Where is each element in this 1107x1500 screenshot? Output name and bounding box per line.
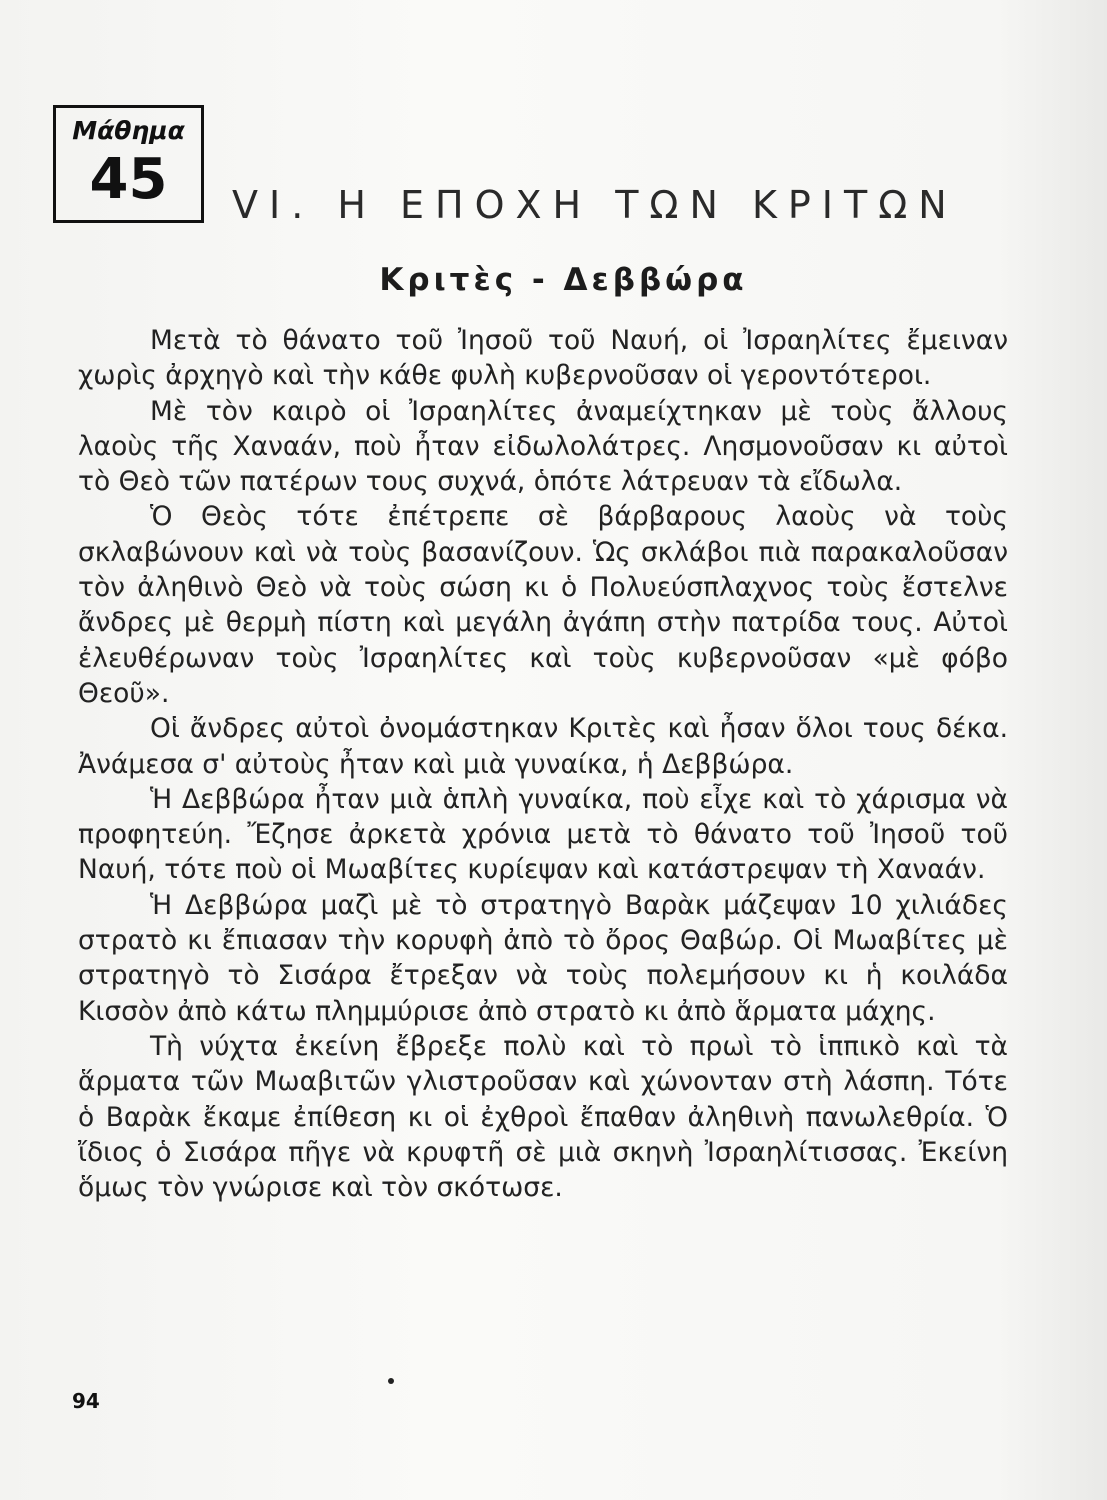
body-text: [78, 323, 1008, 1205]
lesson-badge: [53, 105, 204, 223]
page-number: 94: [72, 1389, 100, 1413]
paragraph-1: Μετὰ τὸ θάνατο τοῦ Ἰησοῦ τοῦ Ναυή, οἱ Ἰσραηλίτες ἔμειναν χωρὶς ἀρχηγὸ καὶ τὴν κάθε φυλὴ κυβερνοῦσαν οἱ γεροντότεροι.: [78, 325, 1008, 392]
paragraph-3: Ὁ Θεὸς τότε ἐπέτρεπε σὲ βάρβαρους λαοὺς νὰ τοὺς σκλαβώνουν καὶ νὰ τοὺς βασανίζουν. Ὡς σκλάβοι πιὰ παρακαλοῦσαν τὸν ἀληθινὸ Θεὸ νὰ τοὺς σώση κι ὁ Πολυεύσπλαχνος τοὺς ἔστελνε ἄνδρες μὲ θερμὴ πίστη καὶ μεγάλη ἀγάπη στὴν πατρίδα τους. Αὐτοὶ ἐλευθέρωναν τοὺς Ἰσραηλίτες καὶ τοὺς κυβερνοῦσαν «μὲ φόβο Θεοῦ».: [78, 501, 1008, 709]
chapter-title: VI. Η ΕΠΟΧΗ ΤΩΝ ΚΡΙΤΩΝ: [232, 183, 958, 227]
paragraph-2: Μὲ τὸν καιρὸ οἱ Ἰσραηλίτες ἀναμείχτηκαν μὲ τοὺς ἄλλους λαοὺς τῆς Χαναάν, ποὺ ἦταν εἰδωλολάτρες. Λησμονοῦσαν κι αὐτοὶ τὸ Θεὸ τῶν πατέρων τους συχνά, ὁπότε λάτρευαν τὰ εἴδωλα.: [78, 395, 1008, 498]
paragraph-5: Ἡ Δεββώρα ἦταν μιὰ ἁπλὴ γυναίκα, ποὺ εἶχε καὶ τὸ χάρισμα νὰ προφητεύη. Ἔζησε ἀρκετὰ χρόνια μετὰ τὸ θάνατο τοῦ Ἰησοῦ τοῦ Ναυή, τότε ποὺ οἱ Μωαβίτες κυρίεψαν καὶ κατάστρεψαν τὴ Χαναάν.: [78, 783, 1008, 886]
lesson-label: Μάθημα: [72, 116, 185, 145]
paragraph-6: Ἡ Δεββώρα μαζὶ μὲ τὸ στρατηγὸ Βαρὰκ μάζεψαν 10 χιλιάδες στρατὸ κι ἔπιασαν τὴν κορυφὴ ἀπὸ τὸ ὄρος Θαβώρ. Οἱ Μωαβίτες μὲ στρατηγὸ τὸ Σισάρα ἔτρεξαν νὰ τοὺς πολεμήσουν κι ἡ κοιλάδα Κισσὸν ἀπὸ κάτω πλημμύρισε ἀπὸ στρατὸ κι ἀπὸ ἅρματα μάχης.: [78, 889, 1008, 1027]
paragraph-7: Τὴ νύχτα ἐκείνη ἔβρεξε πολὺ καὶ τὸ πρωὶ τὸ ἱππικὸ καὶ τὰ ἅρματα τῶν Μωαβιτῶν γλιστροῦσαν καὶ χώνονταν στὴ λάσπη. Τότε ὁ Βαρὰκ ἔκαμε ἐπίθεση κι οἱ ἐχθροὶ ἔπαθαν ἀληθινὴ πανωλεθρία. Ὁ ἴδιος ὁ Σισάρα πῆγε νὰ κρυφτῆ σὲ μιὰ σκηνὴ Ἰσραηλίτισσας. Ἐκείνη ὅμως τὸν γνώρισε καὶ τὸν σκότωσε.: [78, 1030, 1008, 1204]
lesson-number: 45: [89, 147, 168, 212]
section-subtitle: Κριτὲς - Δεββώρα: [379, 262, 748, 298]
ink-dot: [388, 1378, 394, 1384]
paragraph-4: Οἱ ἄνδρες αὐτοὶ ὀνομάστηκαν Κριτὲς καὶ ἦσαν ὅλοι τους δέκα. Ἀνάμεσα σ' αὐτοὺς ἦταν καὶ μιὰ γυναίκα, ἡ Δεββώρα.: [78, 713, 1008, 780]
